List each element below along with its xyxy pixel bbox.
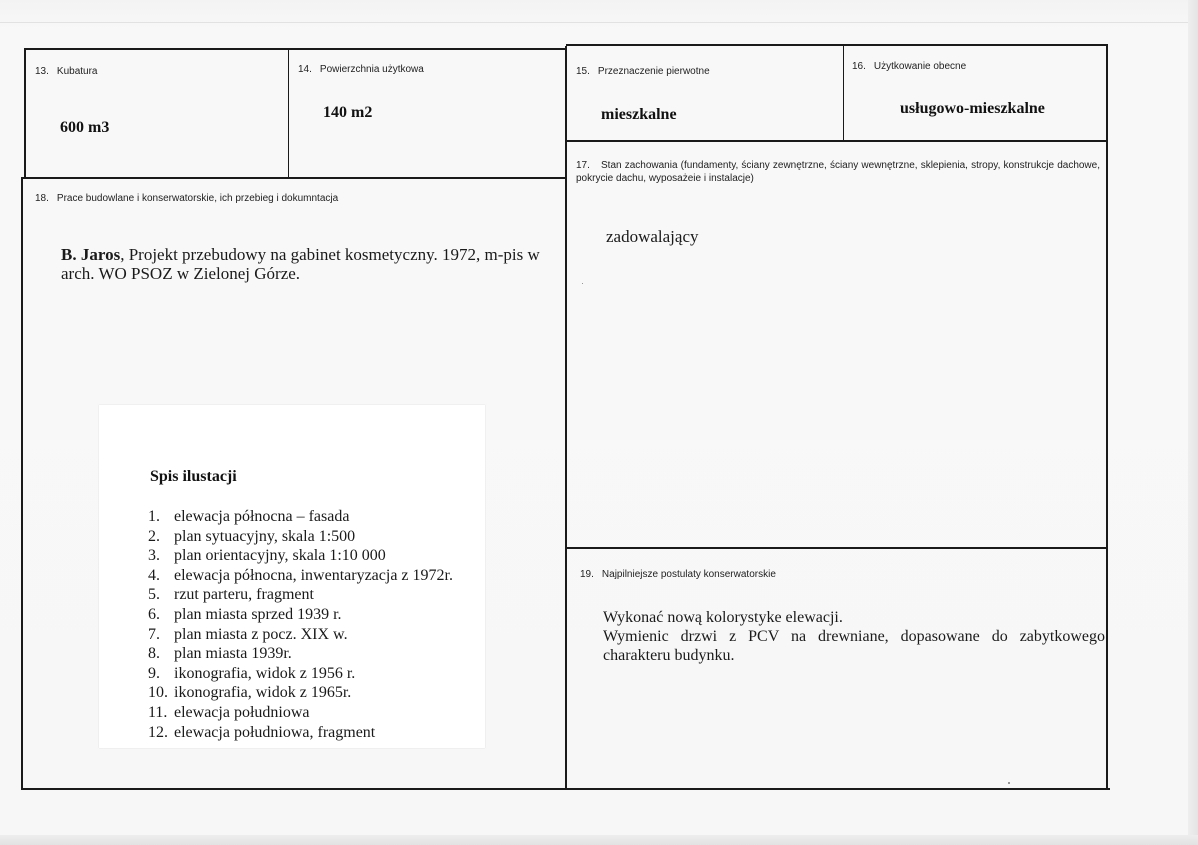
list-item-text: elewacja północna, inwentaryzacja z 1972r. xyxy=(174,566,453,584)
table-border-right xyxy=(1106,44,1108,790)
list-item-text: plan miasta z pocz. XIX w. xyxy=(174,625,348,643)
list-item-number: 9. xyxy=(148,664,160,682)
scan-edge-top xyxy=(0,22,1198,23)
list-item-text: elewacja północna – fasada xyxy=(174,508,350,525)
list-item-number: 8. xyxy=(148,645,160,663)
scan-edge-right xyxy=(1188,0,1198,845)
row-divider-left xyxy=(21,177,566,179)
field-14-label-text: Powierzchnia użytkowa xyxy=(319,64,424,75)
field-19-line-1: Wykonać nową kolorystyke elewacji. xyxy=(603,609,843,626)
divider-15-16 xyxy=(843,44,844,141)
field-18-text-line-1: , Projekt przebudowy na gabinet kosmetyczny. 1972, m-pis w xyxy=(120,245,540,264)
list-item xyxy=(148,566,453,586)
list-item-number: 4. xyxy=(148,566,160,584)
table-border-top-right xyxy=(566,44,1108,46)
list-item-text: plan sytuacyjny, skala 1:500 xyxy=(174,527,356,545)
field-13-label xyxy=(35,66,98,78)
list-item xyxy=(148,664,453,684)
list-item-number: 11. xyxy=(148,703,168,721)
list-item-text: ikonografia, widok z 1956 r. xyxy=(174,664,356,682)
list-item xyxy=(148,625,453,645)
scan-speck xyxy=(1008,782,1010,784)
list-item-number: 10. xyxy=(148,684,168,702)
list-item xyxy=(148,585,453,605)
field-16-value: usługowo-mieszkalne xyxy=(900,100,1045,117)
field-18-number: 18. xyxy=(35,193,49,204)
field-18-text-line-2: arch. WO PSOZ w Zielonej Górze. xyxy=(61,264,301,283)
list-item xyxy=(148,644,453,664)
field-18-label xyxy=(35,193,338,205)
field-16-label-text: Użytkowanie obecne xyxy=(873,61,967,72)
field-19-number: 19. xyxy=(580,569,594,580)
field-16-label xyxy=(852,61,966,73)
list-item-text: ikonografia, widok z 1965r. xyxy=(174,684,352,702)
field-18-author: B. Jaros xyxy=(61,245,121,264)
field-15-value: mieszkalne xyxy=(601,106,677,123)
field-19-line-3: charakteru budynku. xyxy=(603,647,735,664)
list-item xyxy=(148,507,453,527)
field-14-label xyxy=(298,64,424,76)
list-item-text: rzut parteru, fragment xyxy=(174,586,314,604)
list-item xyxy=(148,605,453,625)
field-15-number: 15. xyxy=(576,66,590,77)
list-item xyxy=(148,527,453,547)
list-item-text: plan orientacyjny, skala 1:10 000 xyxy=(174,547,386,565)
list-item-number: 12. xyxy=(148,723,168,741)
illustrations-title: Spis ilustacji xyxy=(150,468,237,485)
field-13-number: 13. xyxy=(35,66,49,77)
scan-speck xyxy=(582,283,583,284)
illustrations-list xyxy=(148,507,453,742)
scan-edge-bottom xyxy=(0,835,1198,845)
table-border-left xyxy=(24,48,26,178)
field-15-label-text: Przeznaczenie pierwotne xyxy=(597,66,710,77)
list-item-number: 1. xyxy=(148,508,160,525)
list-item xyxy=(148,703,453,723)
table-border-left-lower xyxy=(21,178,23,789)
list-item xyxy=(148,683,453,703)
list-item-text: elewacja południowa, fragment xyxy=(174,723,376,741)
list-item-number: 7. xyxy=(148,625,160,643)
field-17-label-text: Stan zachowania (fundamenty, ściany zewnętrzne, ściany wewnętrzne, sklepienia, stropy, konstrukcje dachowe, pokrycie dachu, wyposażeie i instalacje) xyxy=(576,160,1100,184)
field-15-label xyxy=(576,66,710,78)
list-item-text: plan miasta sprzed 1939 r. xyxy=(174,605,342,623)
field-19-label xyxy=(580,569,776,581)
field-17-label xyxy=(576,159,1100,185)
field-18-line-1 xyxy=(61,245,561,264)
list-item-text: elewacja południowa xyxy=(174,703,310,721)
list-item xyxy=(148,723,453,743)
list-item-number: 5. xyxy=(148,586,160,604)
table-border-top xyxy=(24,48,566,50)
list-item-number: 2. xyxy=(148,527,160,545)
field-14-number: 14. xyxy=(298,64,312,75)
field-16-number: 16. xyxy=(852,61,866,72)
field-13-label-text: Kubatura xyxy=(56,66,98,77)
list-item-number: 3. xyxy=(148,547,160,565)
field-13-value: 600 m3 xyxy=(60,119,110,136)
divider-13-14 xyxy=(288,48,289,178)
list-item-text: plan miasta 1939r. xyxy=(174,645,292,663)
list-item xyxy=(148,546,453,566)
field-18-text xyxy=(61,245,561,283)
field-19-text xyxy=(603,608,1105,665)
field-17-value: zadowalający xyxy=(606,227,699,246)
row-divider-17-19 xyxy=(566,547,1107,549)
field-17-number: 17. xyxy=(576,160,590,171)
column-divider-center xyxy=(565,46,567,789)
row-divider-right xyxy=(566,140,1107,142)
list-item-number: 6. xyxy=(148,605,160,623)
field-18-label-text: Prace budowlane i konserwatorskie, ich przebieg i dokumntacja xyxy=(56,193,339,204)
field-19-line-2: Wymienic drzwi z PCV na drewniane, dopasowane do zabytkowego xyxy=(603,628,1105,645)
field-14-value: 140 m2 xyxy=(323,104,373,121)
field-19-label-text: Najpilniejsze postulaty konserwatorskie xyxy=(601,569,776,580)
